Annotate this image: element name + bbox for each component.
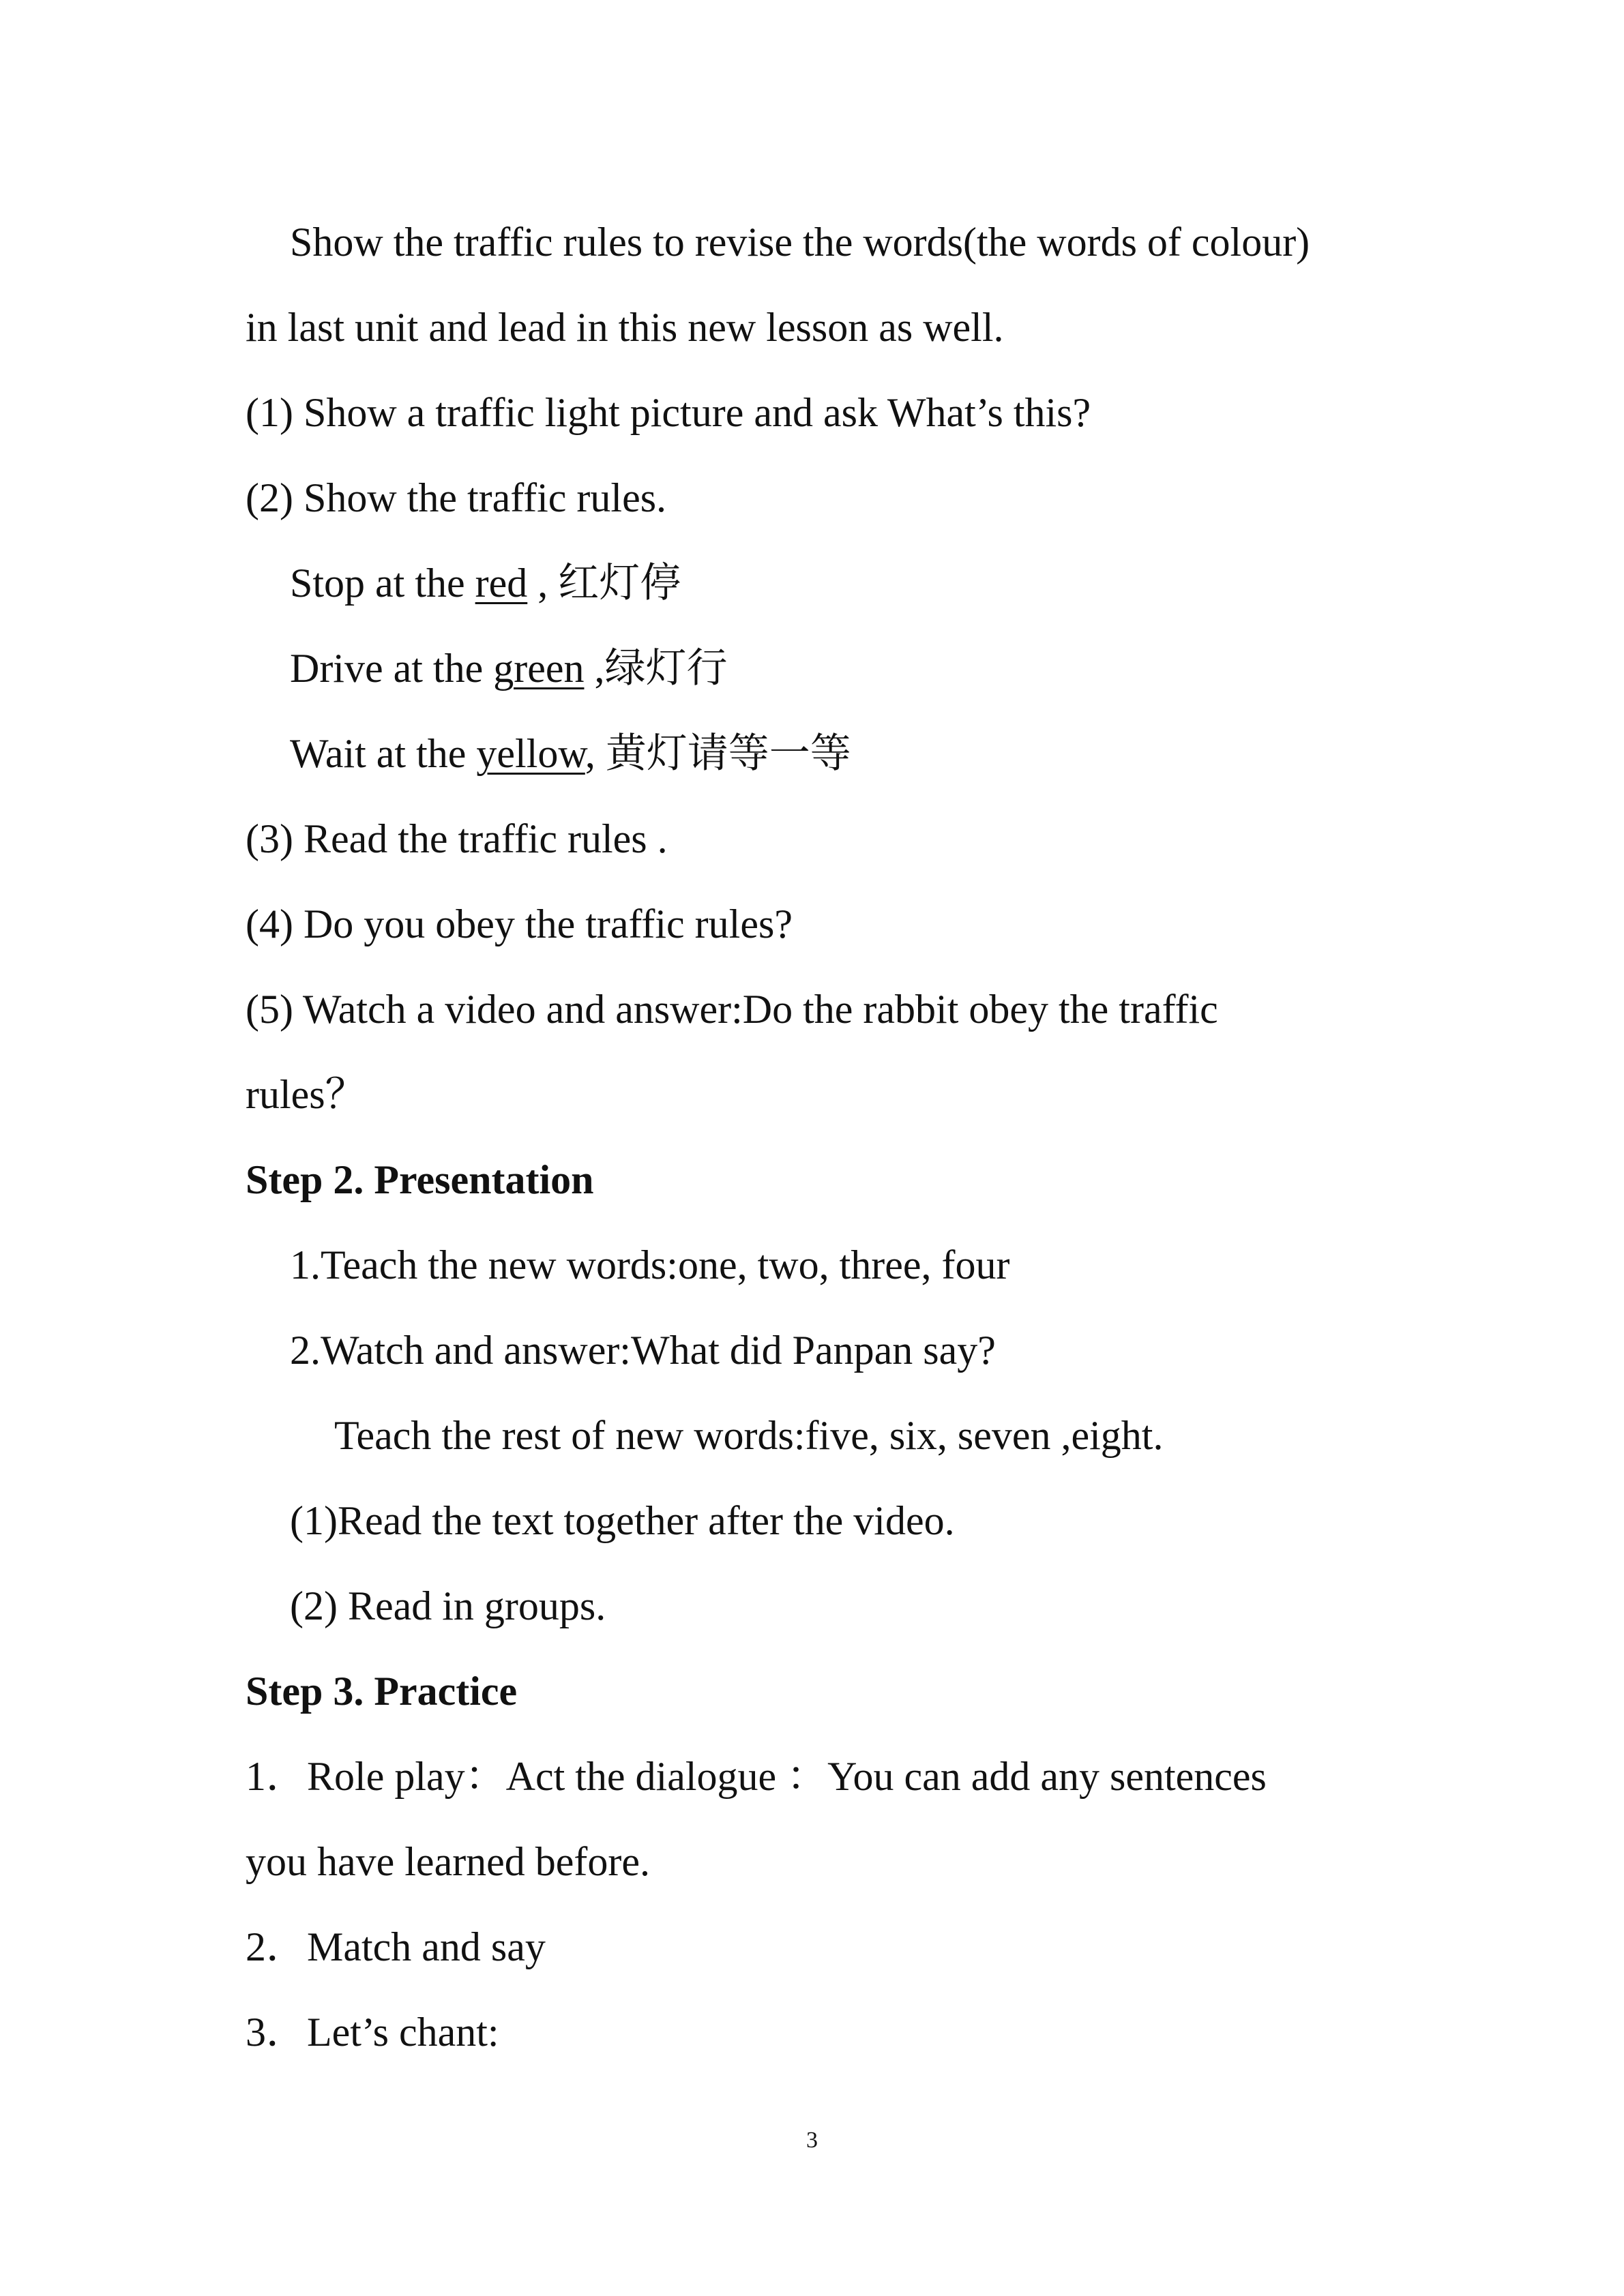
step3-item-1-line-2: you have learned before.	[246, 1839, 651, 1884]
step1-item-1: (1) Show a traffic light picture and ask What’s this?	[246, 390, 1091, 435]
rule-green-suffix: ,绿灯行	[584, 646, 728, 691]
step1-item-5-line-2: rules？	[246, 1072, 366, 1117]
intro-line-2: in last unit and lead in this new lesson as well.	[246, 305, 1004, 350]
rule-yellow-word: yellow	[476, 731, 585, 776]
step1-item-3: (3) Read the traffic rules .	[246, 816, 668, 861]
rule-yellow-prefix: Wait at the	[290, 731, 477, 776]
page-number: 3	[806, 2128, 818, 2153]
rule-green-prefix: Drive at the	[290, 646, 494, 691]
step1-item-2: (2) Show the traffic rules.	[246, 475, 667, 520]
step3-heading: Step 3. Practice	[246, 1669, 518, 1714]
traffic-rule-yellow	[290, 726, 851, 781]
traffic-rule-green	[290, 641, 727, 696]
rule-yellow-suffix: , 黄灯请等一等	[585, 731, 851, 776]
step1-item-5-line-1: (5) Watch a video and answer:Do the rabbit obey the traffic	[246, 987, 1218, 1032]
step2-item-1: 1.Teach the new words:one, two, three, four	[290, 1242, 1010, 1287]
step2-item-2: 2.Watch and answer:What did Panpan say?	[290, 1328, 996, 1373]
step3-item-3: 3．Let’s chant:	[246, 2010, 499, 2055]
rule-red-prefix: Stop at the	[290, 561, 475, 606]
rule-red-word: red	[475, 561, 528, 606]
step2-heading: Step 2. Presentation	[246, 1157, 594, 1202]
step3-item-2: 2．Match and say	[246, 1924, 546, 1969]
rule-green-word: green	[493, 646, 585, 691]
step1-item-4: (4) Do you obey the traffic rules?	[246, 901, 793, 946]
step2-item-2-sub: Teach the rest of new words:five, six, seven ,eight.	[334, 1413, 1164, 1458]
rule-red-suffix: , 红灯停	[527, 561, 681, 606]
step3-item-1-line-1: 1．Role play：Act the dialogue ：You can add any sentences	[246, 1754, 1267, 1799]
traffic-rule-red	[290, 556, 681, 610]
intro-line-1: Show the traffic rules to revise the words(the words of colour)	[290, 220, 1310, 265]
step2-sub-1: (1)Read the text together after the video.	[290, 1498, 955, 1543]
step2-sub-2: (2) Read in groups.	[290, 1583, 606, 1628]
